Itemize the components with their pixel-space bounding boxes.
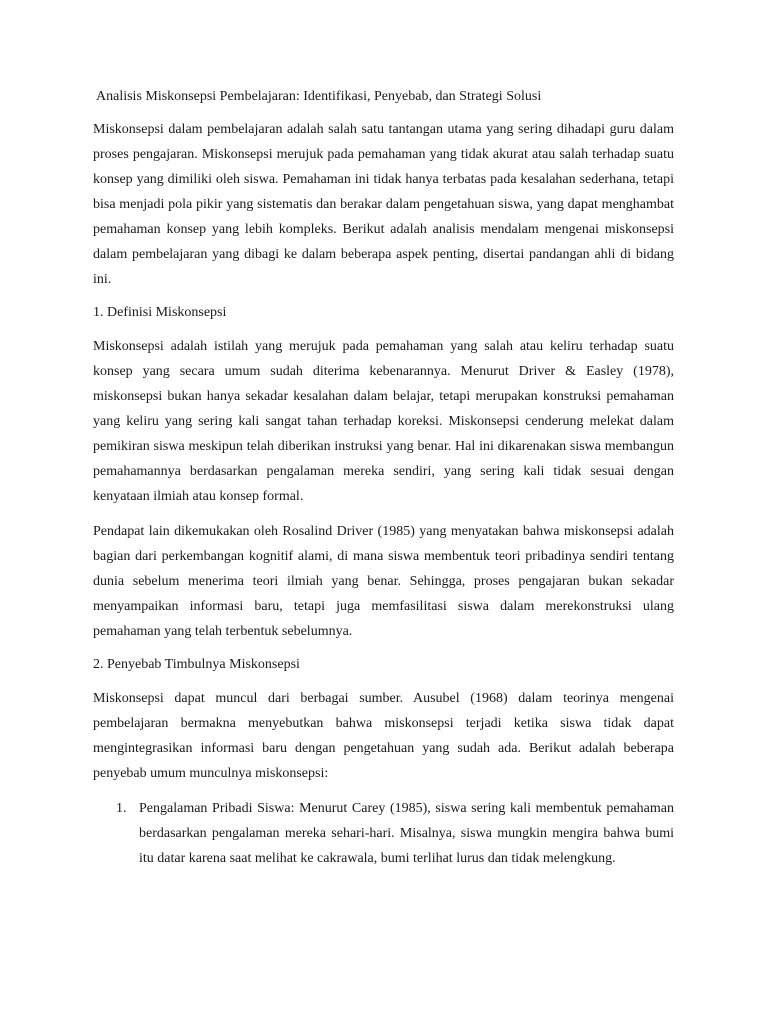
penyebab-paragraph: Miskonsepsi dapat muncul dari berbagai sumber. Ausubel (1968) dalam teorinya mengenai pembelajaran bermakna menyebutkan bahwa miskonsepsi terjadi ketika siswa tidak dapat mengintegrasikan informasi baru dengan pengetahuan yang sudah ada. Berikut adalah beberapa penyebab umum munculnya miskonsepsi: (93, 691, 674, 781)
definisi-paragraph-2: Pendapat lain dikemukakan oleh Rosalind Driver (1985) yang menyatakan bahwa miskonsepsi adalah bagian dari perkembangan kognitif alami, di mana siswa membentuk teori pribadinya sendiri tentang dunia sebelum menerima teori ilmiah yang benar. Sehingga, proses pengajaran bukan sekadar menyampaikan informasi baru, tetapi juga memfasilitasi siswa dalam merekonstruksi ulang pemahaman yang telah terbentuk sebelumnya. (93, 524, 674, 639)
list-item (93, 796, 674, 871)
document-title: Analisis Miskonsepsi Pembelajaran: Identifikasi, Penyebab, dan Strategi Solusi (96, 89, 542, 104)
section-heading-penyebab: 2. Penyebab Timbulnya Miskonsepsi (93, 657, 300, 672)
definisi-paragraph-1: Miskonsepsi adalah istilah yang merujuk pada pemahaman yang salah atau keliru terhadap suatu konsep yang secara umum sudah diterima kebenarannya. Menurut Driver & Easley (1978), miskonsepsi bukan hanya sekadar kesalahan dalam belajar, tetapi merupakan konstruksi pemahaman yang keliru yang sering kali sangat tahan terhadap koreksi. Miskonsepsi cenderung melekat dalam pemikiran siswa meskipun telah diberikan instruksi yang benar. Hal ini dikarenakan siswa membangun pemahamannya berdasarkan pengalaman mereka sendiri, yang sering kali tidak sesuai dengan kenyataan ilmiah atau konsep formal. (93, 339, 674, 504)
list-item-text: Pengalaman Pribadi Siswa: Menurut Carey (1985), siswa sering kali membentuk pemahaman berdasarkan pengalaman mereka sehari-hari. Misalnya, siswa mungkin mengira bahwa bumi itu datar karena saat melihat ke cakrawala, bumi terlihat lurus dan tidak melengkung. (139, 801, 674, 866)
document-body (93, 86, 674, 871)
intro-paragraph: Miskonsepsi dalam pembelajaran adalah salah satu tantangan utama yang sering dihadapi guru dalam proses pengajaran. Miskonsepsi merujuk pada pemahaman yang tidak akurat atau salah terhadap suatu konsep yang dimiliki oleh siswa. Pemahaman ini tidak hanya terbatas pada kesalahan sederhana, tetapi bisa menjadi pola pikir yang sistematis dan berakar dalam pengetahuan siswa, yang dapat menghambat pemahaman konsep yang lebih kompleks. Berikut adalah analisis mendalam mengenai miskonsepsi dalam pembelajaran yang dibagi ke dalam beberapa aspek penting, disertai pandangan ahli di bidang ini. (93, 122, 674, 287)
list-item-number: 1. (116, 801, 127, 816)
penyebab-list (93, 796, 674, 871)
section-heading-definisi: 1. Definisi Miskonsepsi (93, 305, 227, 320)
